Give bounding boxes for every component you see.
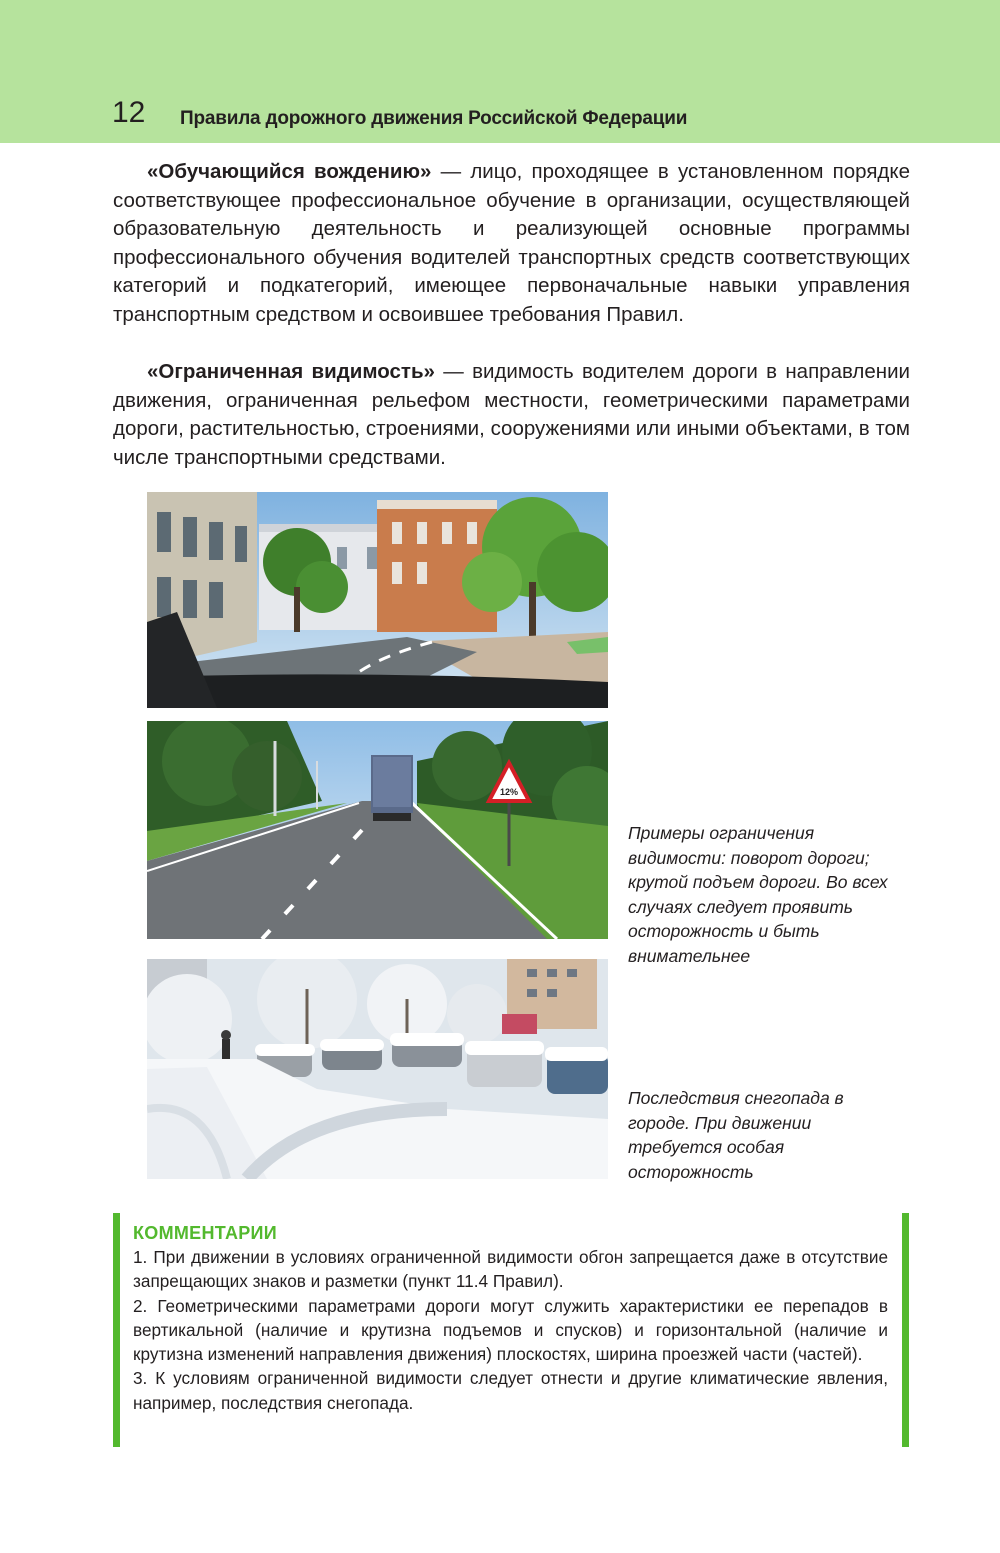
running-title: Правила дорожного движения Российской Федерации [180,108,688,129]
photo-steep-hill [147,721,608,939]
comments-right-bar [902,1213,909,1447]
header-band [0,0,1000,143]
comments-list [133,1245,888,1415]
comment-item: 1. При движении в условиях ограниченной видимости обгон запрещается даже в отсутствие запрещающих знаков и разметки (пункт 11.4 Правил). [133,1247,888,1292]
definition-trainee [113,158,910,330]
photo-snowfall [147,959,608,1179]
caption-visibility-examples: Примеры ограничения видимости: поворот дороги; крутой подъем дороги. Во всех случаях следует проявить осторожность и быть внимательнее [628,823,888,966]
comments-left-bar [113,1213,120,1447]
comments-box [113,1213,909,1447]
caption-snowfall: Последствия снегопада в городе. При движении требуется особая осторожность [628,1088,844,1182]
comment-item: 3. К условиям ограниченной видимости следует отнести и другие климатические явления, например, последствия снегопада. [133,1368,888,1413]
comment-item: 2. Геометрическими параметрами дороги могут служить характеристики ее перепадов в вертикальной (наличие и крутизна подъемов и спусков) и горизонтальной (наличие и крутизна изменений направления движения) плоскостях, ширина проезжей части (частей). [133,1295,888,1365]
definition-term: «Ограниченная видимость» [147,360,435,383]
definition-term: «Обучающийся вождению» [147,160,432,183]
definition-text: — видимость водителем дороги в направлении движения, ограниченная рельефом местности, геометрическими параметрами дороги, растительностью, строениями, сооружениями или иными объектами, в том числе транспортными средствами. [113,360,910,469]
road-sign-label: 12% [499,787,519,797]
definition-limited-visibility [113,358,910,472]
comments-title: КОММЕНТАРИИ [133,1223,278,1243]
definition-text: — лицо, проходящее в установленном порядке соответствующее профессиональное обучение в организации, осуществляющей образовательную деятельность и реализующей основные программы профессионального обучения водителей транспортных средств соответствующих категорий и подкатегорий, имеющее первоначальные навыки управления транспортным средством и освоившее требования Правил. [113,160,910,326]
photo-road-curve [147,492,608,708]
page-number: 12 [112,96,146,129]
